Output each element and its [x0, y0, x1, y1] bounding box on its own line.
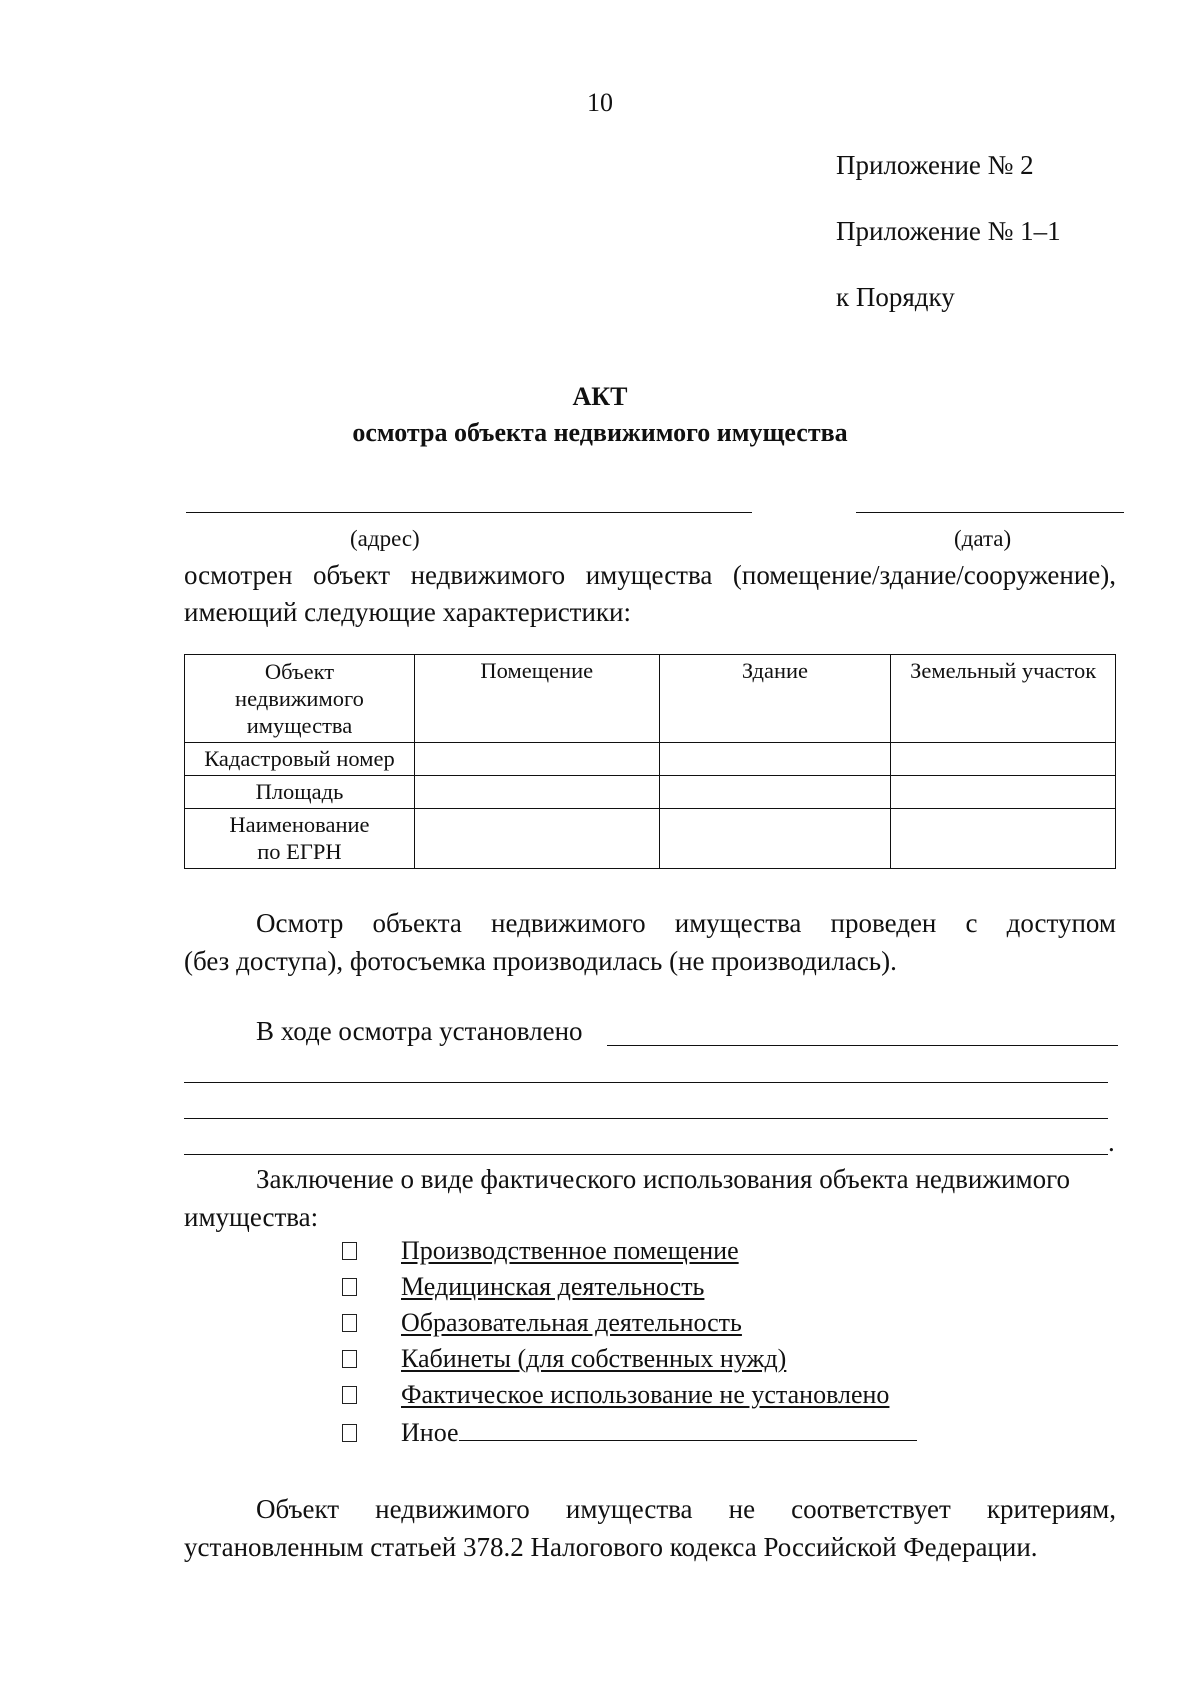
table-row-label: Площадь	[185, 776, 415, 809]
table-cell[interactable]	[891, 809, 1116, 869]
table-row-label: Наименование по ЕГРН	[185, 809, 415, 869]
table-row	[185, 809, 1116, 869]
table-header-cell: Помещение	[414, 655, 659, 743]
conclusion-line-1: Заключение о виде фактического использования объекта недвижимого	[256, 1164, 1070, 1194]
table-row	[185, 743, 1116, 776]
table-cell[interactable]	[891, 743, 1116, 776]
characteristics-table	[184, 654, 1116, 869]
table-cell[interactable]	[414, 743, 659, 776]
intro-line-2: имеющий следующие характеристики:	[184, 597, 632, 627]
findings-blank-line-3[interactable]	[184, 1118, 1108, 1119]
option-label: Производственное помещение	[401, 1236, 739, 1265]
option-label: Иное	[401, 1418, 459, 1447]
findings-blank-line-1[interactable]	[607, 1045, 1118, 1046]
table-cell[interactable]	[659, 776, 891, 809]
option-label: Медицинская деятельность	[401, 1272, 705, 1301]
footer-line-1: Объект недвижимого имущества не соответствует критериям,	[256, 1494, 1116, 1524]
document-title: АКТ	[572, 382, 628, 411]
table-header-cell: Здание	[659, 655, 891, 743]
option-label: Кабинеты (для собственных нужд)	[401, 1344, 787, 1373]
findings-label: В ходе осмотра установлено	[256, 1016, 583, 1046]
option-offices[interactable]	[342, 1344, 786, 1374]
appendix-line-3: к Порядку	[836, 282, 955, 312]
checkbox-icon[interactable]	[342, 1386, 357, 1404]
table-header-row	[185, 655, 1116, 743]
option-medical[interactable]	[342, 1272, 704, 1302]
address-caption: (адрес)	[350, 526, 420, 551]
option-label: Фактическое использование не установлено	[401, 1380, 890, 1409]
table-cell[interactable]	[891, 776, 1116, 809]
checkbox-icon[interactable]	[342, 1278, 357, 1296]
date-caption: (дата)	[954, 526, 1012, 551]
table-cell[interactable]	[659, 743, 891, 776]
table-row	[185, 776, 1116, 809]
table-header-cell: Земельный участок	[891, 655, 1116, 743]
conclusion-line-2: имущества:	[184, 1202, 319, 1232]
findings-end-mark: .	[1108, 1127, 1115, 1157]
checkbox-icon[interactable]	[342, 1350, 357, 1368]
option-educational[interactable]	[342, 1308, 742, 1338]
other-blank-line[interactable]	[459, 1416, 917, 1441]
findings-blank-line-4[interactable]	[184, 1154, 1108, 1155]
option-not-determined[interactable]	[342, 1380, 889, 1410]
option-other[interactable]	[342, 1416, 917, 1448]
table-cell[interactable]	[414, 776, 659, 809]
findings-blank-line-2[interactable]	[184, 1082, 1108, 1083]
document-subtitle: осмотра объекта недвижимого имущества	[352, 418, 848, 447]
appendix-line-2: Приложение № 1–1	[836, 216, 1061, 246]
footer-line-2: установленным статьей 378.2 Налогового кодекса Российской Федерации.	[184, 1532, 1038, 1562]
checkbox-icon[interactable]	[342, 1314, 357, 1332]
checkbox-icon[interactable]	[342, 1242, 357, 1260]
checkbox-icon[interactable]	[342, 1424, 357, 1442]
table-cell[interactable]	[659, 809, 891, 869]
intro-line-1: осмотрен объект недвижимого имущества (помещение/здание/сооружение),	[184, 560, 1116, 590]
address-blank-line[interactable]	[186, 512, 752, 513]
inspection-line-2: (без доступа), фотосъемка производилась (не производилась).	[184, 946, 897, 976]
appendix-line-1: Приложение № 2	[836, 150, 1034, 180]
date-blank-line[interactable]	[856, 512, 1124, 513]
table-cell[interactable]	[414, 809, 659, 869]
table-header-cell: Объект недвижимого имущества	[185, 655, 415, 743]
option-industrial[interactable]	[342, 1236, 739, 1266]
page-number: 10	[587, 88, 613, 117]
table-row-label: Кадастровый номер	[185, 743, 415, 776]
inspection-line-1: Осмотр объекта недвижимого имущества проведен с доступом	[256, 908, 1116, 938]
option-label: Образовательная деятельность	[401, 1308, 742, 1337]
